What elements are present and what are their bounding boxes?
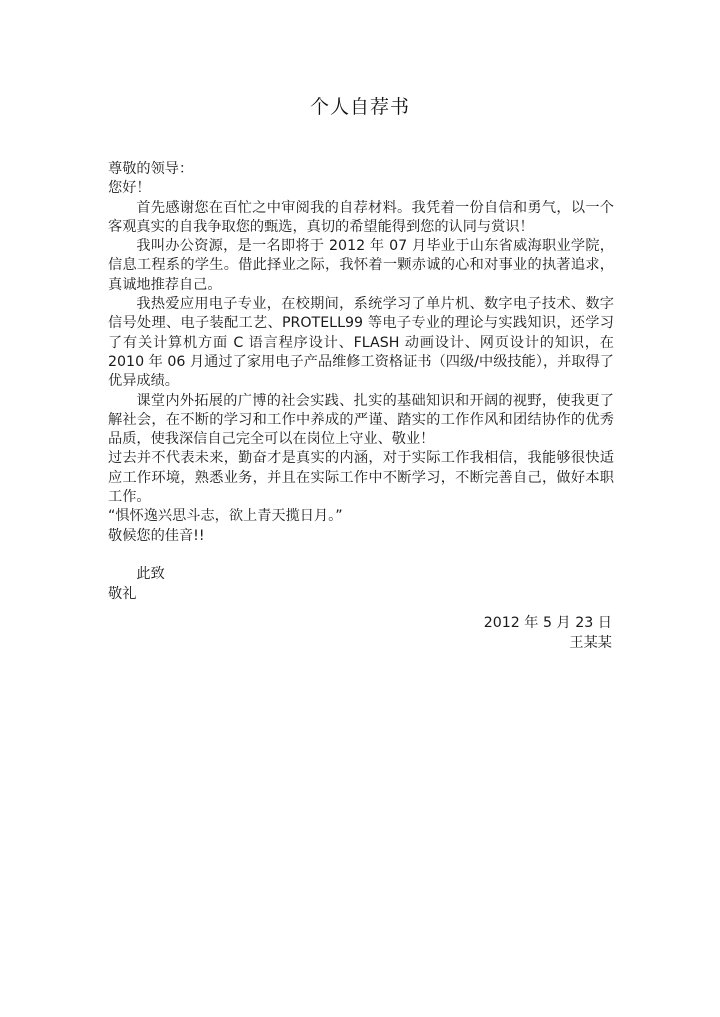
- closing-line-2: 敬礼: [108, 585, 137, 602]
- paragraph-practice: 课堂内外拓展的广博的社会实践、扎实的基础知识和开阔的视野，使我更了解社会，在不断的学习和工作中养成的严谨、踏实的工作作风和团结协作的优秀品质，使我深信自己完全可以在岗位上守业、敬业！: [108, 392, 614, 448]
- document-title: 个人自荐书: [309, 96, 410, 118]
- paragraph-future: 过去并不代表未来，勤奋才是真实的内涵，对于实际工作我相信，我能够很快适应工作环境，熟悉业务，并且在实际工作中不断学习，不断完善自己，做好本职工作。: [108, 450, 614, 506]
- salutation: 尊敬的领导：: [108, 161, 194, 177]
- paragraph-introduction: 我叫办公资源，是一名即将于 2012 年 07 月毕业于山东省威海职业学院，信息工程系的学生。借此择业之际，我怀着一颗赤诚的心和对事业的执著追求，真诚地推荐自己。: [108, 238, 614, 293]
- paragraph-thanks: 首先感谢您在百忙之中审阅我的自荐材料。我凭着一份自信和勇气，以一个客观真实的自我争取您的甄选，真切的希望能得到您的认同与赏识！: [108, 199, 614, 235]
- spacer: [108, 546, 614, 565]
- signature-block: [484, 614, 612, 653]
- closing-line-1: 此致: [136, 566, 165, 583]
- await-reply: 敬候您的佳音!!: [108, 527, 205, 544]
- signer-name: 王某某: [569, 634, 612, 651]
- quote: “惧怀逸兴思斗志，欲上青天揽日月。”: [108, 508, 343, 525]
- paragraph-education: 我热爱应用电子专业，在校期间，系统学习了单片机、数字电子技术、数字信号处理、电子装配工艺、PROTELL99 等电子专业的理论与实践知识，还学习了有关计算机方面 C 语言程序设计、FLASH 动画设计、网页设计的知识，在 2010 年 06 月通过了家用电子产品维修工资格证书（四级/中级技能），并取得了优异成绩。: [108, 296, 614, 390]
- letter-body: [108, 160, 614, 604]
- letter-date: 2012 年 5 月 23 日: [483, 615, 612, 631]
- greeting: 您好！: [108, 180, 151, 197]
